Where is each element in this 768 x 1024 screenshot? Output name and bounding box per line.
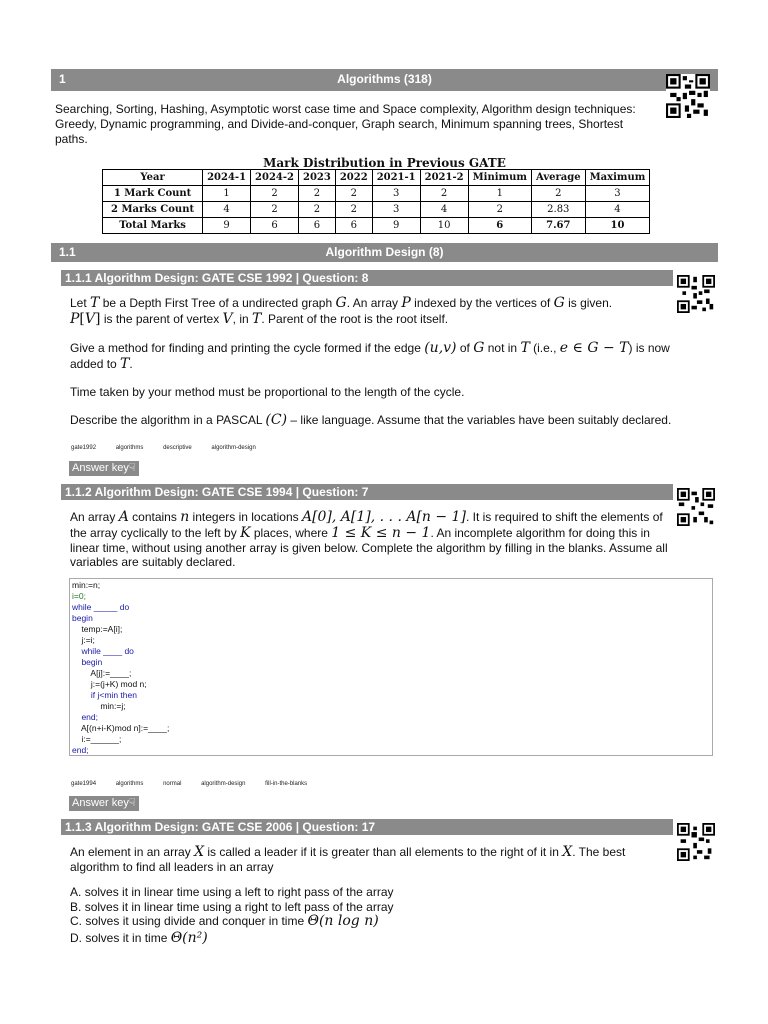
- question-3-line-2: algorithm to find all leaders in an array: [70, 860, 274, 874]
- code-line: i=0;: [72, 591, 86, 601]
- text: contains: [128, 510, 181, 524]
- table-cell: 2: [531, 186, 585, 202]
- math: P: [401, 295, 411, 311]
- math: n: [180, 509, 190, 525]
- qr-code-q3[interactable]: [677, 823, 715, 861]
- text: . Parent of the root is the root itself.: [261, 312, 449, 326]
- math: (u,v): [424, 340, 457, 356]
- table-cell: 6: [335, 218, 372, 234]
- chapter-header: [51, 69, 718, 91]
- table-cell: 2: [335, 186, 372, 202]
- option-d[interactable]: [70, 931, 394, 946]
- text: .: [129, 357, 133, 371]
- math: K: [240, 525, 251, 541]
- tag-link[interactable]: algorithm-design: [201, 781, 246, 787]
- table-cell: 6: [251, 218, 299, 234]
- option-label: D.: [70, 930, 82, 945]
- table-row-header: Total Marks: [103, 218, 203, 234]
- code-line: j:=i;: [72, 635, 95, 645]
- chapter-title: Algorithms (318): [337, 72, 432, 86]
- option-b[interactable]: [70, 900, 394, 915]
- math: G: [553, 295, 565, 311]
- table-header-cell: 2021-2: [420, 170, 468, 186]
- mark-distribution-table: [102, 169, 650, 234]
- options-list: [70, 885, 394, 945]
- text: is called a leader if it is greater than all elements to the right of it in: [204, 845, 563, 859]
- tag-link[interactable]: algorithms: [115, 445, 144, 451]
- code-line: if j<min then: [72, 690, 137, 700]
- math: Θ(n²): [170, 929, 208, 946]
- table-row-header: 1 Mark Count: [103, 186, 203, 202]
- table-cell: 1: [203, 186, 251, 202]
- text: . The best: [572, 845, 626, 859]
- table-header-cell: 2024-2: [251, 170, 299, 186]
- question-3-line-1: [70, 845, 625, 860]
- table-cell: 6: [299, 218, 336, 234]
- text: integers in locations: [189, 510, 302, 524]
- text: is the parent of vertex: [100, 312, 223, 326]
- text: of: [456, 341, 474, 355]
- chapter-number: 1: [59, 72, 66, 86]
- text: (i.e.,: [529, 341, 560, 355]
- question-2-line-2: [70, 526, 650, 541]
- math: X: [562, 844, 573, 860]
- option-text: solves it in time: [85, 930, 171, 945]
- table-header-cell: 2021-1: [372, 170, 420, 186]
- tag-link[interactable]: normal: [163, 781, 182, 787]
- text: is given.: [564, 296, 613, 310]
- text: . An incomplete algorithm for doing this in: [430, 526, 650, 540]
- text: Give a method for finding and printing the cycle formed if the edge: [70, 341, 425, 355]
- option-label: B.: [70, 899, 82, 914]
- qr-code-q2[interactable]: [677, 488, 715, 526]
- question-1-line-6: [70, 413, 671, 428]
- question-1-tags: [71, 445, 274, 451]
- math: Θ(n log n): [307, 913, 379, 929]
- option-label: C.: [70, 914, 82, 928]
- code-line: while ____ do: [72, 646, 134, 656]
- table-cell: 3: [372, 202, 420, 218]
- tag-link[interactable]: descriptive: [163, 445, 192, 451]
- question-2-line-4: variables are suitably declared.: [70, 555, 236, 569]
- question-1-line-2: [70, 312, 448, 327]
- table-cell: 7.67: [531, 218, 585, 234]
- table-cell: 9: [372, 218, 420, 234]
- math: T: [252, 311, 262, 327]
- text: the array cyclically to the left by: [70, 526, 241, 540]
- table-cell: 6: [468, 218, 531, 234]
- text: added to: [70, 357, 121, 371]
- math: 1 ≤ K ≤ n − 1: [331, 525, 431, 541]
- question-3-header: 1.1.3 Algorithm Design: GATE CSE 2006 | Question: 17: [61, 819, 673, 835]
- question-2-line-1: [70, 510, 663, 525]
- text: – like language. Assume that the variables have been suitably declared.: [287, 413, 672, 427]
- table-cell: 4: [420, 202, 468, 218]
- table-cell: 10: [585, 218, 650, 234]
- code-line: temp:=A[i];: [72, 624, 123, 634]
- text: An element in an array: [70, 845, 195, 859]
- tag-link[interactable]: gate1994: [71, 781, 97, 787]
- math: V: [84, 311, 96, 327]
- math: T: [120, 356, 130, 372]
- text: places, where: [250, 526, 332, 540]
- section-header: [51, 243, 718, 262]
- table-cell: 2: [251, 202, 299, 218]
- qr-code-chapter[interactable]: [666, 74, 710, 118]
- text: not in: [484, 341, 521, 355]
- tag-link[interactable]: algorithms: [115, 781, 144, 787]
- math: A: [118, 509, 129, 525]
- question-2-header: 1.1.2 Algorithm Design: GATE CSE 1994 | Question: 7: [61, 484, 673, 500]
- table-row: [103, 202, 650, 218]
- table-cell: 3: [585, 186, 650, 202]
- question-2-line-3: linear time, without using another array is given below. Complete the algorithm by filling in the blanks. Assume all: [70, 541, 668, 555]
- option-text: solves it in linear time using a left to right pass of the array: [84, 885, 394, 899]
- option-text: solves it in linear time using a right to left pass of the array: [84, 899, 394, 914]
- answer-key-button[interactable]: Answer key☟: [69, 796, 139, 811]
- table-cell: 9: [203, 218, 251, 234]
- table-cell: 2: [468, 202, 531, 218]
- question-1-line-3: [70, 341, 670, 356]
- text: An array: [70, 510, 119, 524]
- table-cell: 3: [372, 186, 420, 202]
- code-line: A[(n+i-K)mod n]:=____;: [72, 723, 170, 733]
- text: . It is required to shift the elements of: [465, 510, 663, 524]
- table-header-cell: 2023: [299, 170, 336, 186]
- section-title: Algorithm Design (8): [325, 245, 444, 259]
- tag-link[interactable]: gate1992: [71, 445, 97, 451]
- text: ) is now: [628, 341, 670, 355]
- math: T: [90, 295, 100, 311]
- code-line: j:=(j+K) mod n;: [72, 679, 147, 689]
- tag-link[interactable]: fill-in-the-blanks: [265, 781, 308, 787]
- question-1-line-5: Time taken by your method must be proportional to the length of the cycle.: [70, 385, 465, 399]
- math: V: [222, 311, 233, 327]
- code-line: end;: [72, 712, 98, 722]
- qr-code-q1[interactable]: [677, 275, 715, 313]
- text: Describe the algorithm in a PASCAL: [70, 413, 266, 427]
- math: [: [79, 311, 85, 327]
- code-line: min:=j;: [72, 701, 126, 711]
- code-line: end;: [72, 745, 89, 755]
- table-header-cell: 2022: [335, 170, 372, 186]
- table-cell: 2: [335, 202, 372, 218]
- table-header-cell: Year: [103, 170, 203, 186]
- math: ]: [95, 311, 101, 327]
- table-cell: 10: [420, 218, 468, 234]
- table-row: [103, 218, 650, 234]
- table-cell: 2: [299, 202, 336, 218]
- code-line: A[j]:=____;: [72, 668, 132, 678]
- question-1-header: 1.1.1 Algorithm Design: GATE CSE 1992 | Question: 8: [61, 270, 673, 286]
- code-line: while _____ do: [72, 602, 130, 612]
- table-cell: 4: [203, 202, 251, 218]
- question-2-tags: [71, 781, 325, 787]
- table-header-cell: 2024-1: [203, 170, 251, 186]
- math: G: [473, 340, 485, 356]
- text: be a Depth First Tree of a undirected graph: [99, 296, 336, 310]
- code-line: min:=n;: [72, 580, 101, 590]
- math: P: [70, 311, 80, 327]
- section-number: 1.1: [59, 245, 76, 259]
- code-line: begin: [72, 657, 103, 667]
- answer-key-button[interactable]: Answer key☟: [69, 461, 139, 476]
- math: G: [335, 295, 347, 311]
- text: Let: [70, 296, 91, 310]
- table-header-cell: Minimum: [468, 170, 531, 186]
- math: X: [194, 844, 205, 860]
- tag-link[interactable]: algorithm-design: [211, 445, 256, 451]
- code-line: begin: [72, 613, 93, 623]
- math: (C): [265, 412, 288, 428]
- table-header-cell: Average: [531, 170, 585, 186]
- table-cell: 2: [299, 186, 336, 202]
- syllabus-text: Searching, Sorting, Hashing, Asymptotic worst case time and Space complexity, Algorithm design techniques: Greedy, Dynamic programming, and Divide-and-conquer, Graph search, Minimum spanning trees, Shortest paths.: [55, 102, 636, 146]
- mark-table-title: Mark Distribution in Previous GATE: [263, 156, 506, 170]
- option-label: A.: [70, 885, 82, 899]
- table-cell: 2: [251, 186, 299, 202]
- table-row: [103, 186, 650, 202]
- text: , in: [232, 312, 253, 326]
- math: e ∈ G − T: [559, 340, 629, 356]
- table-cell: 4: [585, 202, 650, 218]
- code-line: i:=______;: [72, 734, 122, 744]
- text: . An array: [346, 296, 402, 310]
- option-text: solves it using divide and conquer in time: [85, 914, 308, 928]
- table-row-header: 2 Marks Count: [103, 202, 203, 218]
- table-header-row: [103, 170, 650, 186]
- option-c[interactable]: [70, 914, 394, 929]
- table-header-cell: Maximum: [585, 170, 650, 186]
- question-1-line-1: [70, 296, 612, 311]
- text: indexed by the vertices of: [410, 296, 554, 310]
- table-cell: 2: [420, 186, 468, 202]
- table-cell: 2.83: [531, 202, 585, 218]
- question-1-line-4: [70, 357, 133, 372]
- table-cell: 1: [468, 186, 531, 202]
- math: T: [520, 340, 530, 356]
- code-block: [69, 578, 713, 756]
- math: A[0], A[1], . . . A[n − 1]: [301, 509, 466, 525]
- option-a[interactable]: [70, 885, 394, 900]
